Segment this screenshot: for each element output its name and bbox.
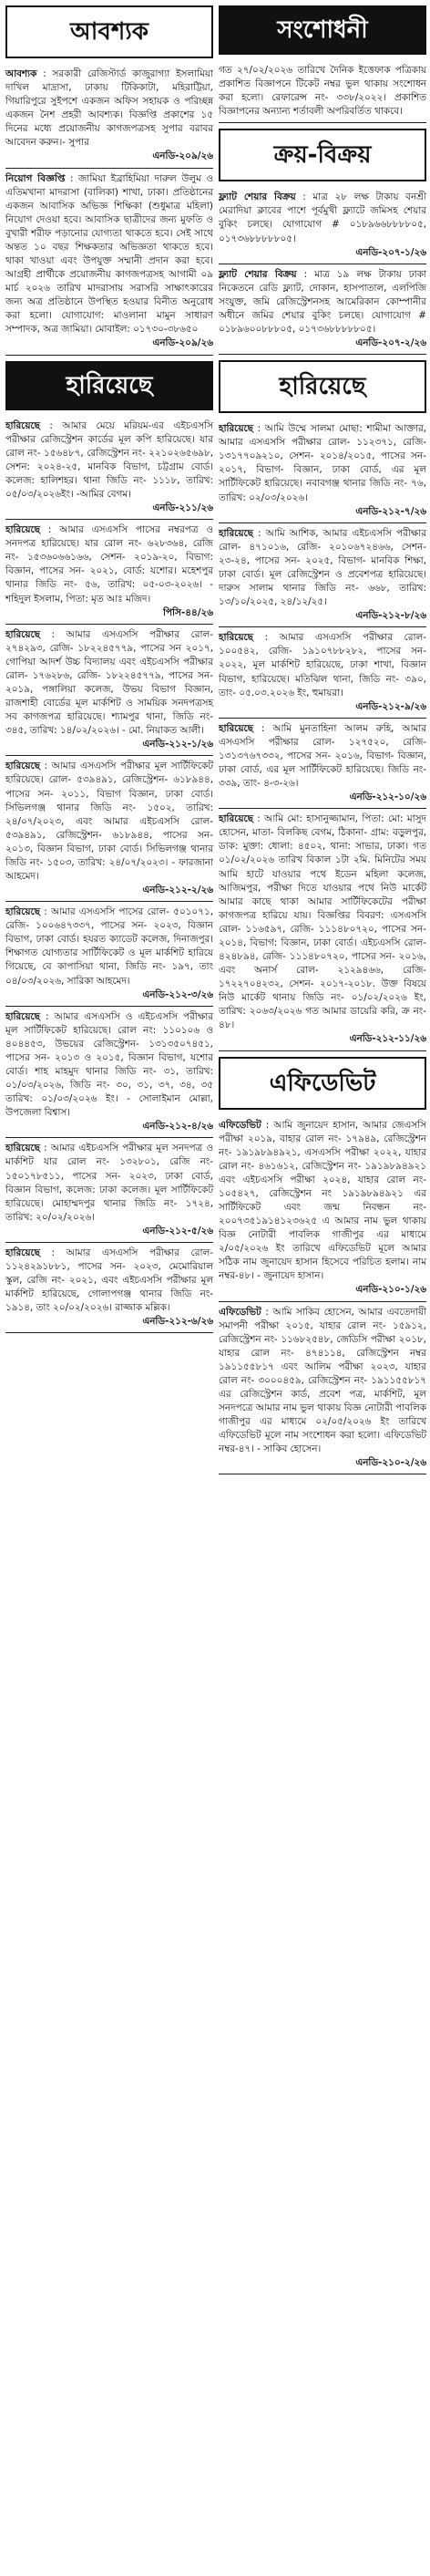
ad-body: : আমি মো: হাসানুজ্জামান, পিতা: মো: মাসুদ হোসেন, মাতা- বিলকিছ বেগম, ঠিকানা- গ্রাম: বড়ুলপুর, ডাক: মুক্তা: ধোলা: ৪৫০২, থানা: সাভার, ঢাকা। গত ০১/০২/২০২৬ তারিখ বিকাল ১টা ২মি. মিনিটের সময় আমি হাটে যাওয়ার পথে ইডেন মহিলা কলেজ, আজিমপুর, পরীক্ষা দিতে যাওয়ার পথে নিউ মার্কেট আমার কাছে থাকা আমার সার্টিফিকেটের পরীক্ষা কাগজপত্র হারিয়ে যায়। বিজ্ঞপ্তির বিবরণ: এসএসসি রোল- ১১৬৫৯৭, রেজি- ১১১৪৮০৭২০, পাসের সন- ২০১৪, বিভাগ: বিজ্ঞান, ঢাকা বোর্ড। এইচএসসি রোল- ৪২৪৮৯৪, রেজি- ১১১৪৮০৭২০, পাসের সন- ২০১৬, এবং অনার্স রোল- ২১২৯৪৬৬, রেজি- ১৭২২৭০৪২৩২, সেশন- ২০১৭-২০১৮. উক্ত বিষয়ে নিউ মার্কেট থানায় জিডি নং- ০১/০২/২০২৬ ইং, তারিখ: ২০৬৩/২০২৬ গত আমার ডায়েরি করি, ক্র নং- ৪৮। bbox=[219, 813, 430, 1031]
ad-heading: হারিয়েছে bbox=[219, 813, 253, 825]
ad-body: : আমার মেয়ে মরিয়ম-এর এইচএসসি পরীক্ষার রেজিস্ট্রেশন কার্ডের মূল কপি হারিয়েছে। যার রোল নং- ১৫৬৪৮৭, রেজিস্ট্রেশন নং- ২২১০২৬৫৬৯৮, সেশন: ২০২৪-২৫, মানবিক বিভাগ, চট্টগ্রাম বোর্ড। কলেজ: হালিশহর। থানা জিডি নং- ১১১৮, তারিখ: ০৫/০৩/২০২৬ইং। -আমির বেগম। bbox=[5, 419, 217, 500]
ad-heading: হারিয়েছে bbox=[5, 1010, 40, 1022]
ad-reference: এনডি-২১২-৭/২৬ bbox=[355, 505, 426, 517]
classified-ad bbox=[219, 527, 430, 628]
classified-ad bbox=[5, 523, 217, 625]
classified-ad bbox=[5, 1247, 217, 1333]
ad-body: : আমি মুনতাহিনা আলম রুহি, আমার এসএসসি পরীক্ষার রোল- ১২৭৫২০, রেজি- ১৩১৩৭৬৭৩৩২, পাসের সন- ২০১৬, বিভাগ- বিজ্ঞান, ঢাকা বোর্ড, এর মূল সার্টিফিকেট হারিয়েছে। জিডি নং- ৩৩৯, তাং- ৪-৩-২৬। bbox=[219, 722, 430, 790]
ad-body: : আমি জুনায়েদ হাসান, আমার জেএসসি পরীক্ষা ২০১৯, বাহার রোল নং- ১৭৯৪৯, রেজিস্ট্রেশন নং- ১৯১৯৮৯৪৯২১, এসএসসি পরীক্ষা ২০২২, যাহার রোল নং- ৪৬১৬১২, রেজিস্ট্রেশন নং- ১৯১৯৮৯৪৯২১ এবং এইচএসসি পরীক্ষা ২০২৪, যাহার রোল নং- ১০৫৪২৭, রেজিস্ট্রেশন নং ১৯১৯৮৯৪৯২১ এর সার্টিফিকেট এবং জন্ম নিবন্ধন নং- ২০০৭৩৫১৯১৪১২৩৬২৫ এ আমার নাম ভুল থাকায় বিজ্ঞ নোটারী পাবলিক গাজীপুর এর মাধ্যমে ২/০৫/২০২৬ ইং তারিখে এফিডেভিট মূলে আমার সঠিক নাম জুনায়েদ হাসান হিসেবে পরিচিত হলাম। নাম নম্বর-৪৮। - জুনায়েদ হাসান। bbox=[219, 1119, 430, 1282]
ad-reference: এনডি-২১০-২/২৬ bbox=[355, 1457, 426, 1469]
right-column bbox=[219, 0, 430, 1478]
ad-reference: এনডি-২১২-২/২৬ bbox=[142, 885, 213, 896]
ad-heading: হারিয়েছে bbox=[5, 760, 40, 772]
ad-reference: এনডি-২১২-৯/২৬ bbox=[355, 700, 426, 712]
section-banner: আবশ্যক bbox=[5, 5, 213, 58]
ad-heading: হারিয়েছে bbox=[5, 1143, 40, 1154]
ad-body: : আমি উম্মে সালমা মোছা: শামীমা আক্তার, আমার এসএসসি পরীক্ষার রোল- ১১২৩৭১, রেজি- ১৩১৭৭০৯২১০, সেশন- ২০১৪/২০১৫, পাসের সন- ২০১৭, বিভাগ- বিজ্ঞান, ঢাকা বোর্ড, এর মূল সার্টিফিকেট হারিয়েছে। নবাবগঞ্জ থানার জিডি নং- ৭৬, তারিখ: ০২/০৩/২০২৬। bbox=[219, 423, 430, 503]
ad-heading: এফিডেভিট bbox=[219, 1119, 261, 1131]
ad-reference: এনডি-২১২-১/২৬ bbox=[142, 739, 213, 750]
ad-reference: এনডি-২১১/২৬ bbox=[152, 502, 213, 514]
ad-heading: হারিয়েছে bbox=[5, 906, 40, 918]
ad-body: : আমার এসএসসি পরীক্ষার রোল- ১১২৪২৯১৮৮১, পাসের সন- ২০২৩, মেমোরিয়াল স্কুল, রেজি নং- ২০২১, এবং এইচএসসি পরীক্ষার মূল মার্কশিট হারিয়েছে, গোলাপগঞ্জ থানার জিডি নং- ১৯১৪, তাং ২০/০২/২০২৬। রাজ্জাক মল্লিক। bbox=[5, 1247, 217, 1314]
ad-body: গত ২৭/০২/২০২৬ তারিখে দৈনিক ইত্তেফাক পত্রিকায় প্রকাশিত বিজ্ঞাপনে টিকেট নম্বর ভুল থাকায় সংশোধন করা হলো। রেফারেন্স নং- ৩৩৮/২০২২। প্রকাশিত বিজ্ঞাপনের অন্যান্য শর্তাবলী অপরিবর্তিত থাকবে। bbox=[219, 65, 430, 118]
classified-ad bbox=[219, 812, 430, 1050]
classified-ad bbox=[5, 628, 217, 757]
ad-heading: হারিয়েছে bbox=[219, 423, 253, 435]
ad-reference: এনডি-২১২-৮/২৬ bbox=[355, 610, 426, 622]
ad-heading: হারিয়েছে bbox=[219, 632, 253, 644]
ad-reference: এনডি-২১০-১/২৬ bbox=[355, 1284, 426, 1296]
ad-heading: ফ্ল্যাট শেয়ার বিক্রয় bbox=[219, 268, 297, 280]
ad-reference: এনডি-২১২-৫/২৬ bbox=[142, 1225, 213, 1236]
ad-body: : আমার এইচএসসি পরীক্ষার মূল সনদপত্র ও মার্কশিট যার রোল নং- ১৩২৮০১, রেজি নং- ১৫০১৭৮৫১১, পাসের সন- ২০২৩, ঢাকা বোর্ড, বিজ্ঞান বিভাগ, কলেজ: ঢাকা কলেজ। মূল সার্টিফিকেট হারিয়েছে। মোহাম্মদপুর থানার জিডি নং- ১৭২৪, তারিখ: ২০/০২/২০২৬। bbox=[5, 1143, 217, 1223]
ad-body: : আমি আশিক, আমার এইচএসসি পরীক্ষার রোল- ৪৭১০১৬, রেজি- ২০১০৬৭২৪৬৬, সেশন- ২৩-২৪, পাসের সন- ২০২৫, বিভাগ- মানবিক শিক্ষা, ঢাকা বোর্ড। মূল রেজিস্ট্রেশন ও প্রবেশপত্র হারিয়েছে। দারুস সালাম থানার জিডি নং- ৬৬৮, তারিখ: ১৩/১০/২০২৫, ২৪/১২/২৫। bbox=[219, 527, 430, 608]
ad-body: : মাত্র ১৯ লক্ষ টাকায় ঢাকা নিকেতনে রেডি ফ্ল্যাট, দোকান, হাসপাতাল, এলপিজি সংযুক্ত, জমি রেজিস্ট্রেশনসহ আমেরিকান কোম্পানীর অধীনে জমির শেয়ার বুকিং চলছে। যোগাযোগ # ০১৮৯৬০০৮৮৮০৫, ০১৭৩৬৮৮৮৮৮০৫। bbox=[219, 268, 430, 336]
ad-heading: হারিয়েছে bbox=[5, 524, 40, 536]
classified-ad bbox=[5, 67, 217, 169]
classified-ad bbox=[219, 631, 430, 718]
classified-ad bbox=[219, 191, 430, 264]
ad-reference: এনডি-২০৭-২/২৬ bbox=[355, 337, 426, 349]
ad-body: : জামিয়া ইব্রাহিমিয়া দারুল উলুম ও এতিমখানা মাদরাসা (বালিকা) শাখা, ঢাকা। প্রতিষ্ঠানের একজন আবাসিক অভিজ্ঞ শিক্ষিকা (শুধুমাত্র মহিলা) নিয়োগ দেওয়া হবে। আবাসিক ছাত্রীদের জন্য মুফতি ও বুখারী শরীফ পড়ানোর যোগ্যতা থাকতে হবে। সেই সাথে অন্তত ১০ বছর শিক্ষকতার অভিজ্ঞতা থাকতে হবে। থাকা খাওয়া এবং উপযুক্ত সম্মানী প্রদান করা হবে। আগ্রহী প্রার্থীকে প্রয়োজনীয় কাগজপত্রসহ আগামী ০৯ মার্চ ২০২৬ তারিখ মাদরাসায় সরাসরি সাক্ষাৎকারের জন্য অত্র প্রতিষ্ঠানে উপস্থিত হওয়ার বিনীত অনুরোধ করা হলো। যোগাযোগ: মাওলানা মামুন সাধারণ সম্পাদক, অত্র জামিয়া। মোবাইল: ০১৭৩০-৩৮৬৫০ bbox=[5, 172, 217, 336]
classified-ad bbox=[219, 1306, 430, 1475]
ad-heading: এফিডেভিট bbox=[219, 1306, 261, 1318]
ad-body: : আমার এসএসসি পাসের রোল- ৫০১০৭১, রেজি- ১০০৬৪৭৩৩৭, পাসের সন- ২০২৩, বিজ্ঞান বিভাগ, ঢাকা বোর্ড। হযরত ক্যাডেট কলেজ, দিনাজপুর। শিক্ষাগত যোগ্যতার সার্টিফিকেট ও মূল মার্কশিট হারিয়ে গিয়েছে, বে কাপাসিয়া থানা, জিডি নং- ১৯৭, তাং ০৪/০৩/২০২৬, সারিকা আহমেদ। bbox=[5, 906, 217, 987]
ad-reference: এনডি-২১২-১১/২৬ bbox=[349, 1033, 426, 1045]
classified-ad bbox=[219, 268, 430, 355]
ad-heading: হারিয়েছে bbox=[5, 1247, 40, 1258]
section-banner: হারিয়েছে bbox=[5, 361, 213, 410]
ad-heading: ফ্ল্যাট শেয়ার বিক্রয় bbox=[219, 191, 296, 203]
section-banner: ক্রয়-বিক্রয় bbox=[219, 129, 426, 181]
classified-ad bbox=[219, 422, 430, 523]
section-banner: সংশোধনী bbox=[219, 5, 426, 55]
ad-body: : আমার এসএসসি ও এইচএসসি পরীক্ষার মূল সার্টিফিকেট হারিয়েছে। রোল নং: ১১০১০৬ ও ৪০৪৪৫৩, উভয়ের রেজিস্ট্রেশন- ১৩১৩৫০৭৪৫১, পাসের সন- ২০১৩ ও ২০১৫, বিজ্ঞান বিভাগ, যশোর বোর্ড। শাহ মাহমুদ থানার জিডি নং- ৩১, তারিখ: ০১/০৩/২০২৬, জিডি নং- ৩০, ৩১, ৩৭, ৩৪, ৩৫ তারিখ: ০১/০৩/২০২৬ ইং। - সোলাইমান মোল্লা, উপজেলা বিশ্বাস। bbox=[5, 1010, 217, 1119]
ad-body: : মাত্র ২৮ লক্ষ টাকায় বনশ্রী মেরাদিয়া ক্লাবের পাশে পূর্বমুখী ফ্ল্যাটে জমিসহ শেয়ার বুকিং চলছে। যোগাযোগ # ০১৮৯৬৬৮৮৮৮০৫, ০১৭৩৬৮৮৮৮৮০৫। bbox=[219, 191, 430, 244]
classified-ad bbox=[5, 905, 217, 1007]
classified-ad bbox=[5, 172, 217, 356]
ad-body: : আমার এসএসসি পরীক্ষার রোল- ২৭৪২৯৩, রেজি- ১৮২২৪৫৭৭৯, পাসের সন ২০১৭, গোপিয়া আদর্শ উচ্চ বিদ্যালয় এবং এইচএসসি পরীক্ষার রোল- ১৭৬২৮৬, রেজি- ১৮২২৪৫৭৭৯, পাসের সন- ২০১৯, পঙ্গালিয়া কলেজ, উভয় বিভাগ বিজ্ঞান, রাজশাহী বোর্ডের মূল মার্কশিট ও সাময়িক সনদপত্রসহ সব কাগজপত্র হারিয়েছে। শ্যামপুর থানা, জিডি নং- ৩৪৫, তারিখ: ১৪/০২/২০২৬। - মো. নিয়াকত আলী। bbox=[5, 628, 217, 737]
classified-ad bbox=[219, 722, 430, 809]
ad-heading: হারিয়েছে bbox=[219, 527, 253, 539]
left-column bbox=[5, 0, 217, 1337]
ad-heading: নিয়োগ বিজ্ঞপ্তি bbox=[5, 172, 66, 184]
ad-reference: এনডি-২১২-১০/২৬ bbox=[349, 791, 426, 803]
ad-body: : সরকারী রেজিস্টার্ড কাজুরাগ্যা ইসলামিয়া দাখিল মাদ্রাসা, ঢাকায় টিকিকাটা, মহিরাট্টিয়া, গিয়ারিপুরে সুইপশে একজন অফিস সহায়ক ও পরিচ্ছন্ন একজন নৈশ প্রহরী আবশ্যক। বিজ্ঞপ্তি প্রকাশের ১৫ দিনের মধ্যে প্রয়োজনীয় কাগজপত্রসহ সুপার বরাবর আবেদন করুন।- সুপার bbox=[5, 68, 217, 149]
classified-ad bbox=[5, 1142, 217, 1243]
classified-ad bbox=[219, 1119, 430, 1302]
classified-ad bbox=[5, 760, 217, 902]
section-banner: হারিয়েছে bbox=[219, 360, 426, 413]
classified-ad bbox=[5, 419, 217, 521]
ad-reference: এনডি-২০৯/২৬ bbox=[152, 150, 213, 162]
ad-reference: এনডি-২১২-৬/২৬ bbox=[142, 1316, 213, 1328]
ad-heading: আবশ্যক bbox=[5, 68, 37, 79]
ad-reference: এনডি-২১২-৪/২৬ bbox=[142, 1121, 213, 1133]
ad-body: : আমার এসএসসি পাসের নম্বরপত্র ও সনদপত্র হারিয়েছে। যার রোল নং- ৬২৮৩৬৪, রেজি নং- ১৫৩৬০৬৬১৬৬, সেশন- ২০১৯-২০, বিভাগ: বিজ্ঞান, পাসের সন- ২০২১, বোর্ড: যশোর। মহেশপুর থানার জিডি নং- ৫৬, তারিখ: ০৫-০৩-২০২৬। - শহিদুল ইসলাম, পিতা: মৃত আঃ মজিদ। bbox=[5, 524, 217, 605]
ad-heading: হারিয়েছে bbox=[219, 722, 253, 734]
section-banner: এফিডেভিট bbox=[219, 1057, 426, 1110]
classified-ad bbox=[5, 1010, 217, 1139]
ad-body: : আমার এসএসসি পরীক্ষার রোল- ১০০৫৪২, রেজি- ১৯১০৭৮৮২৮২, পাসের সন- ২০২২, মূল মার্কশিট হারিয়েছে, ঢাকা শাখা, বিজ্ঞান বিভাগ, হারিয়েছে। মতিঝিল থানা, জিডি নং- ৩৯০, তাং- ০৫.০৩.২০২৬ ইং, হুমায়রা। bbox=[219, 632, 430, 698]
ad-reference: এনডি-২১২-৩/২৬ bbox=[142, 988, 213, 1000]
ad-body: : আমার এসএসসি পরীক্ষার মূল সার্টিফিকেট হারিয়েছে। রোল- ৫৩৯৪৯১, রেজিস্ট্রেশন- ৬১৮৯৪৪, পাসের সন- ২০১১, বিভাগ বিজ্ঞান, ঢাকা বোর্ড। সিভিলগঞ্জ থানার জিডি নং- ১৫০২, তারিখ: ২৪/০৭/২০২৩, এবং আমার এইচএসসি রোল- ৫৩৯৪৯১, রেজিস্ট্রেশন- ৬১৮৯৪৪, পাসের সন- ২০১৩, বিজ্ঞান বিভাগ, ঢাকা বোর্ড। সিভিলগঞ্জ থানার জিডি নং- ১৫০৩, তারিখ: ২৪/০৭/২০২৩। - ফারজানা আহমেদ। bbox=[5, 760, 217, 882]
ad-body: : আমি সাকিব হোসেন, আমার এবতেদায়ী সমাপনী পরীক্ষা ২০১৫, যাহার রোল নং- ১৫৯১২, রেজিস্ট্রেশন নং- ১১৬৮২৫৪৮, জেডিসি পরীক্ষা ২০১৮, যাহার রোল নং- ৪৭৪১১৪, রেজিস্ট্রেশন নম্বর ১৯১১৫৫৮১৭ এবং আলিম পরীক্ষা ২০২৩, যাহার রোল নং- ৩০০০৪৫৯, রেজিস্ট্রেশন নং- ১৯১১৫৫৮১৭ এর রেজিস্ট্রেশন কার্ড, প্রবেশ পত্র, মার্কশিট, মূল সনদপত্রে আমার নাম ভুল থাকায় বিজ্ঞ নোটারী পাবলিক গাজীপুর এর মাধ্যমে ০২/০৫/২০২৬ ইং তারিখে এফিডেভিট মূলে নাম সংশোধন করা হলো। এফিডেভিট নম্বর-৪৭। - সাকিব হোসেন। bbox=[219, 1306, 430, 1455]
ad-reference: এনডি-২০৭-১/২৬ bbox=[355, 246, 426, 258]
ad-reference: এনডি-২০৯/২৬ bbox=[152, 337, 213, 349]
ad-heading: হারিয়েছে bbox=[5, 628, 40, 640]
classified-ad bbox=[219, 64, 430, 123]
ad-heading: হারিয়েছে bbox=[5, 419, 40, 431]
ad-reference: পিসি-৪৪/২৬ bbox=[163, 606, 213, 618]
